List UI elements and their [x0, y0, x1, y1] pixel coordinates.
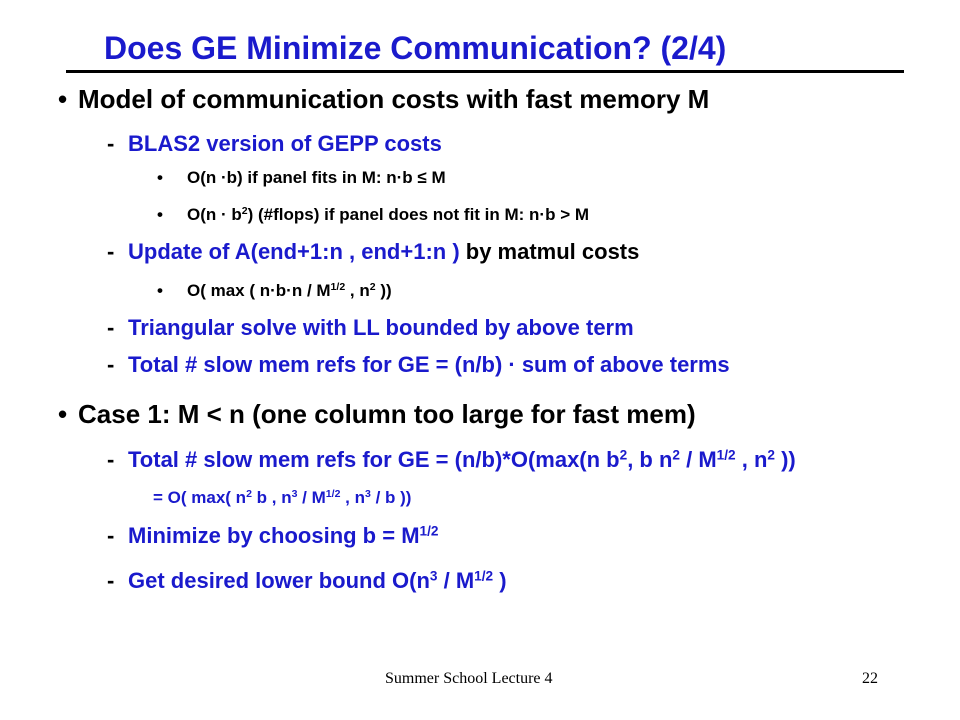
- small-bullet-marker: •: [157, 168, 163, 187]
- small-bullet-marker: •: [157, 281, 163, 300]
- sub-lower-bound: [107, 568, 507, 594]
- page-number: 22: [862, 670, 878, 687]
- item-matmul-cost: [157, 281, 392, 301]
- footer-label: Summer School Lecture 4: [385, 670, 553, 687]
- sub-total-case1-continued: [153, 488, 411, 508]
- dash-marker: -: [107, 352, 115, 377]
- bullet-text: Model of communication costs with fast memory M: [78, 84, 710, 114]
- dash-marker: -: [107, 239, 115, 264]
- title-underline: [66, 70, 904, 73]
- bullet-marker: •: [58, 84, 68, 114]
- sub-text: Total # slow mem refs for GE = (n/b)*O(max(n $b^2$, b $n^2 / M^{1/2}$ , $n^2$ )): [128, 447, 796, 472]
- sub-update: [107, 239, 639, 265]
- dash-marker: -: [107, 131, 115, 156]
- bullet-case1: [58, 399, 696, 430]
- item-text: O( max ( $n\cdot b\cdot n / M^{1/2}$ , $n^2$ )): [187, 281, 392, 300]
- sub-text: Get desired lower bound $O(n^3 / M^{1/2}$ ): [128, 568, 507, 593]
- sub-minimize: [107, 523, 438, 549]
- sub-total-case1: [107, 447, 796, 473]
- sub-text: Update of A(end+1:n , end+1:n ) by matmul costs: [128, 239, 640, 264]
- sub-text: Triangular solve with LL bounded by above term: [128, 315, 634, 340]
- continued-text: = O( max( $n^2$ b , $n^3 / M^{1/2}$ , $n^3$ / b )): [153, 488, 412, 507]
- item-text: $O(n \cdot b^2)$ (#flops) if panel does not fit in M: n·b > M: [187, 205, 590, 224]
- bullet-marker: •: [58, 399, 68, 429]
- sub-triangular: [107, 315, 634, 341]
- dash-marker: -: [107, 523, 115, 548]
- sub-text: Minimize by choosing $b = M^{1/2}$: [128, 523, 439, 548]
- bullet-model: [58, 84, 710, 115]
- sub-text: BLAS2 version of GEPP costs: [128, 131, 442, 156]
- small-bullet-marker: •: [157, 205, 163, 224]
- dash-marker: -: [107, 447, 115, 472]
- item-panel-fits: [157, 168, 446, 188]
- bullet-text: Case 1: M < n (one column too large for fast mem): [78, 399, 696, 429]
- slide-title: Does GE Minimize Communication? (2/4): [104, 30, 727, 66]
- dash-marker: -: [107, 568, 115, 593]
- dash-marker: -: [107, 315, 115, 340]
- item-panel-not-fit: [157, 205, 590, 225]
- item-text: O(n ·b) if panel fits in M: n·b ≤ M: [187, 168, 446, 187]
- sub-blas2: [107, 131, 442, 157]
- sub-total: [107, 352, 730, 378]
- sub-text: Total # slow mem refs for GE = (n/b) · sum of above terms: [128, 352, 730, 377]
